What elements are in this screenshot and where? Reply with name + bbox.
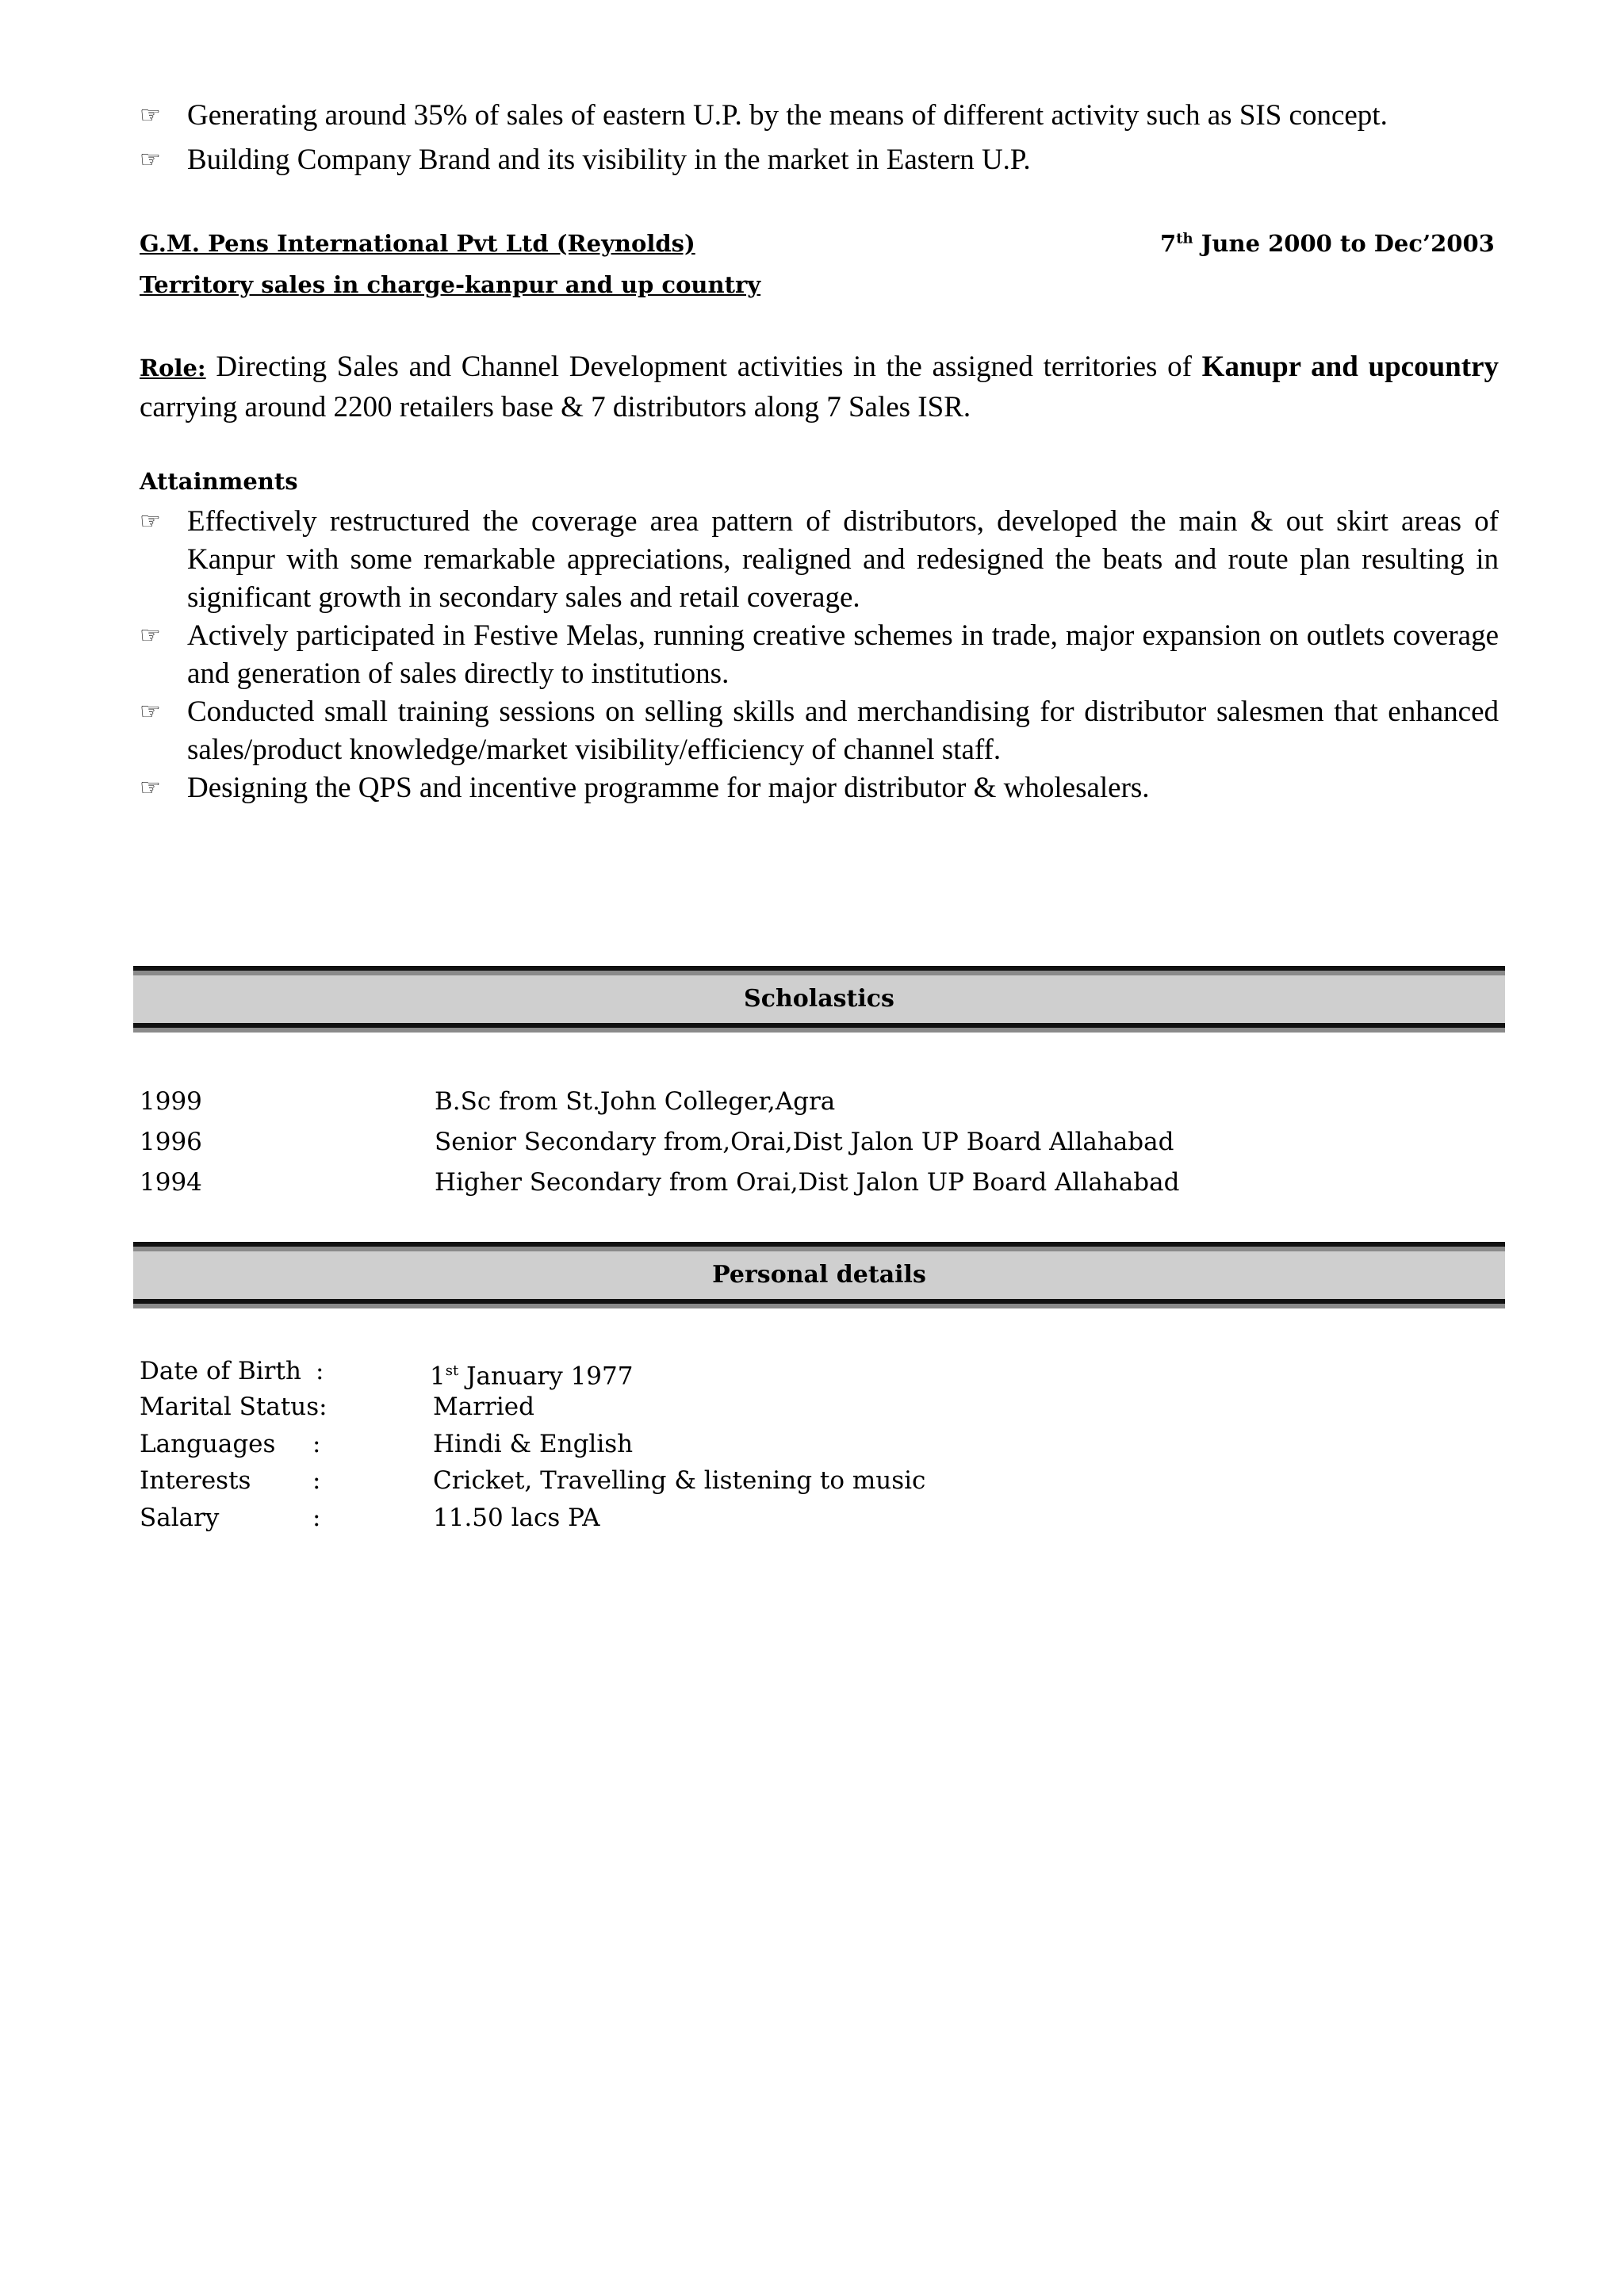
languages-value: Hindi & English bbox=[433, 1430, 634, 1458]
banner-rule bbox=[133, 1304, 1505, 1308]
personal-row-salary bbox=[140, 1500, 1499, 1536]
personal-details-banner bbox=[133, 1242, 1505, 1315]
interests-colon: : bbox=[312, 1466, 321, 1495]
dob-day: 1 bbox=[430, 1362, 446, 1391]
attainment-text: Conducted small training sessions on selling skills and merchandising for distributor salesmen that enhanced sales/product knowledge/market visibility/efficiency of channel staff. bbox=[187, 695, 1499, 766]
education-detail: B.Sc from St.John Colleger,Agra bbox=[435, 1087, 836, 1116]
education-detail: Higher Secondary from Orai,Dist Jalon UP Board Allahabad bbox=[435, 1168, 1180, 1197]
banner-rule bbox=[133, 1028, 1505, 1033]
list-item bbox=[140, 503, 1499, 617]
education-row bbox=[140, 1083, 1499, 1120]
attainments-heading: Attainments bbox=[140, 468, 298, 495]
dob-label: Date of Birth bbox=[140, 1357, 301, 1385]
role-label: Role: bbox=[140, 354, 206, 381]
education-detail: Senior Secondary from,Orai,Dist Jalon UP Board Allahabad bbox=[435, 1128, 1174, 1156]
role-text: Directing Sales and Channel Development activities in the assigned territories of bbox=[205, 351, 1202, 383]
top-bullet-list bbox=[140, 97, 1499, 179]
personal-row-interests bbox=[140, 1462, 1499, 1499]
position-title: Territory sales in charge-kanpur and up country bbox=[140, 271, 761, 298]
pointing-hand-icon: ☞ bbox=[140, 102, 161, 128]
languages-colon: : bbox=[312, 1430, 321, 1458]
personal-row-languages bbox=[140, 1426, 1499, 1462]
pointing-hand-icon: ☞ bbox=[140, 508, 161, 534]
role-text-end: carrying around 2200 retailers base & 7 distributors along 7 Sales ISR. bbox=[140, 391, 971, 423]
section-title: Scholastics bbox=[744, 985, 894, 1013]
interests-label: Interests bbox=[140, 1466, 251, 1495]
marital-label: Marital Status: bbox=[140, 1393, 327, 1421]
period-ordinal: th bbox=[1176, 230, 1193, 247]
education-year: 1999 bbox=[140, 1087, 202, 1116]
list-item bbox=[140, 141, 1499, 179]
dob-ordinal: st bbox=[445, 1362, 459, 1379]
period-day: 7 bbox=[1160, 230, 1177, 257]
languages-label: Languages bbox=[140, 1430, 276, 1458]
period-rest: June 2000 to Dec’2003 bbox=[1193, 230, 1495, 257]
attainment-text: Designing the QPS and incentive programme for major distributor & wholesalers. bbox=[187, 772, 1150, 804]
employment-period bbox=[1160, 230, 1495, 257]
pointing-hand-icon: ☞ bbox=[140, 147, 161, 173]
section-title: Personal details bbox=[712, 1261, 926, 1289]
personal-row-dob bbox=[140, 1353, 1499, 1389]
education-year: 1994 bbox=[140, 1168, 202, 1197]
dob-rest: January 1977 bbox=[458, 1362, 634, 1391]
scholastics-banner bbox=[133, 966, 1505, 1039]
list-item bbox=[140, 769, 1499, 807]
education-row bbox=[140, 1124, 1499, 1160]
attainments-list bbox=[140, 503, 1499, 807]
attainment-text: Effectively restructured the coverage area pattern of distributors, developed the main & out skirt areas of Kanpur with some remarkable appreciations, realigned and redesigned the beats and route plan resulting in significant growth in secondary sales and retail coverage. bbox=[187, 505, 1499, 614]
pointing-hand-icon: ☞ bbox=[140, 699, 161, 725]
dob-colon: : bbox=[316, 1357, 324, 1385]
attainment-text: Actively participated in Festive Melas, running creative schemes in trade, major expansion on outlets coverage and generation of sales directly to institutions. bbox=[187, 619, 1499, 690]
marital-value: Married bbox=[433, 1393, 534, 1421]
bullet-text: Building Company Brand and its visibility in the market in Eastern U.P. bbox=[187, 144, 1031, 176]
salary-value: 11.50 lacs PA bbox=[433, 1504, 600, 1532]
pointing-hand-icon: ☞ bbox=[140, 775, 161, 801]
education-row bbox=[140, 1164, 1499, 1201]
company-name: G.M. Pens International Pvt Ltd (Reynolds) bbox=[140, 230, 695, 257]
role-territory: Kanupr and upcountry bbox=[1201, 351, 1499, 383]
education-year: 1996 bbox=[140, 1128, 202, 1156]
list-item bbox=[140, 97, 1499, 135]
personal-row-marital bbox=[140, 1389, 1499, 1425]
salary-colon: : bbox=[312, 1504, 321, 1532]
list-item bbox=[140, 617, 1499, 693]
salary-label: Salary bbox=[140, 1504, 220, 1532]
bullet-text: Generating around 35% of sales of eastern U.P. by the means of different activity such as SIS concept. bbox=[187, 99, 1388, 132]
pointing-hand-icon: ☞ bbox=[140, 623, 161, 649]
role-paragraph bbox=[140, 347, 1499, 427]
list-item bbox=[140, 693, 1499, 769]
interests-value: Cricket, Travelling & listening to music bbox=[433, 1466, 926, 1495]
